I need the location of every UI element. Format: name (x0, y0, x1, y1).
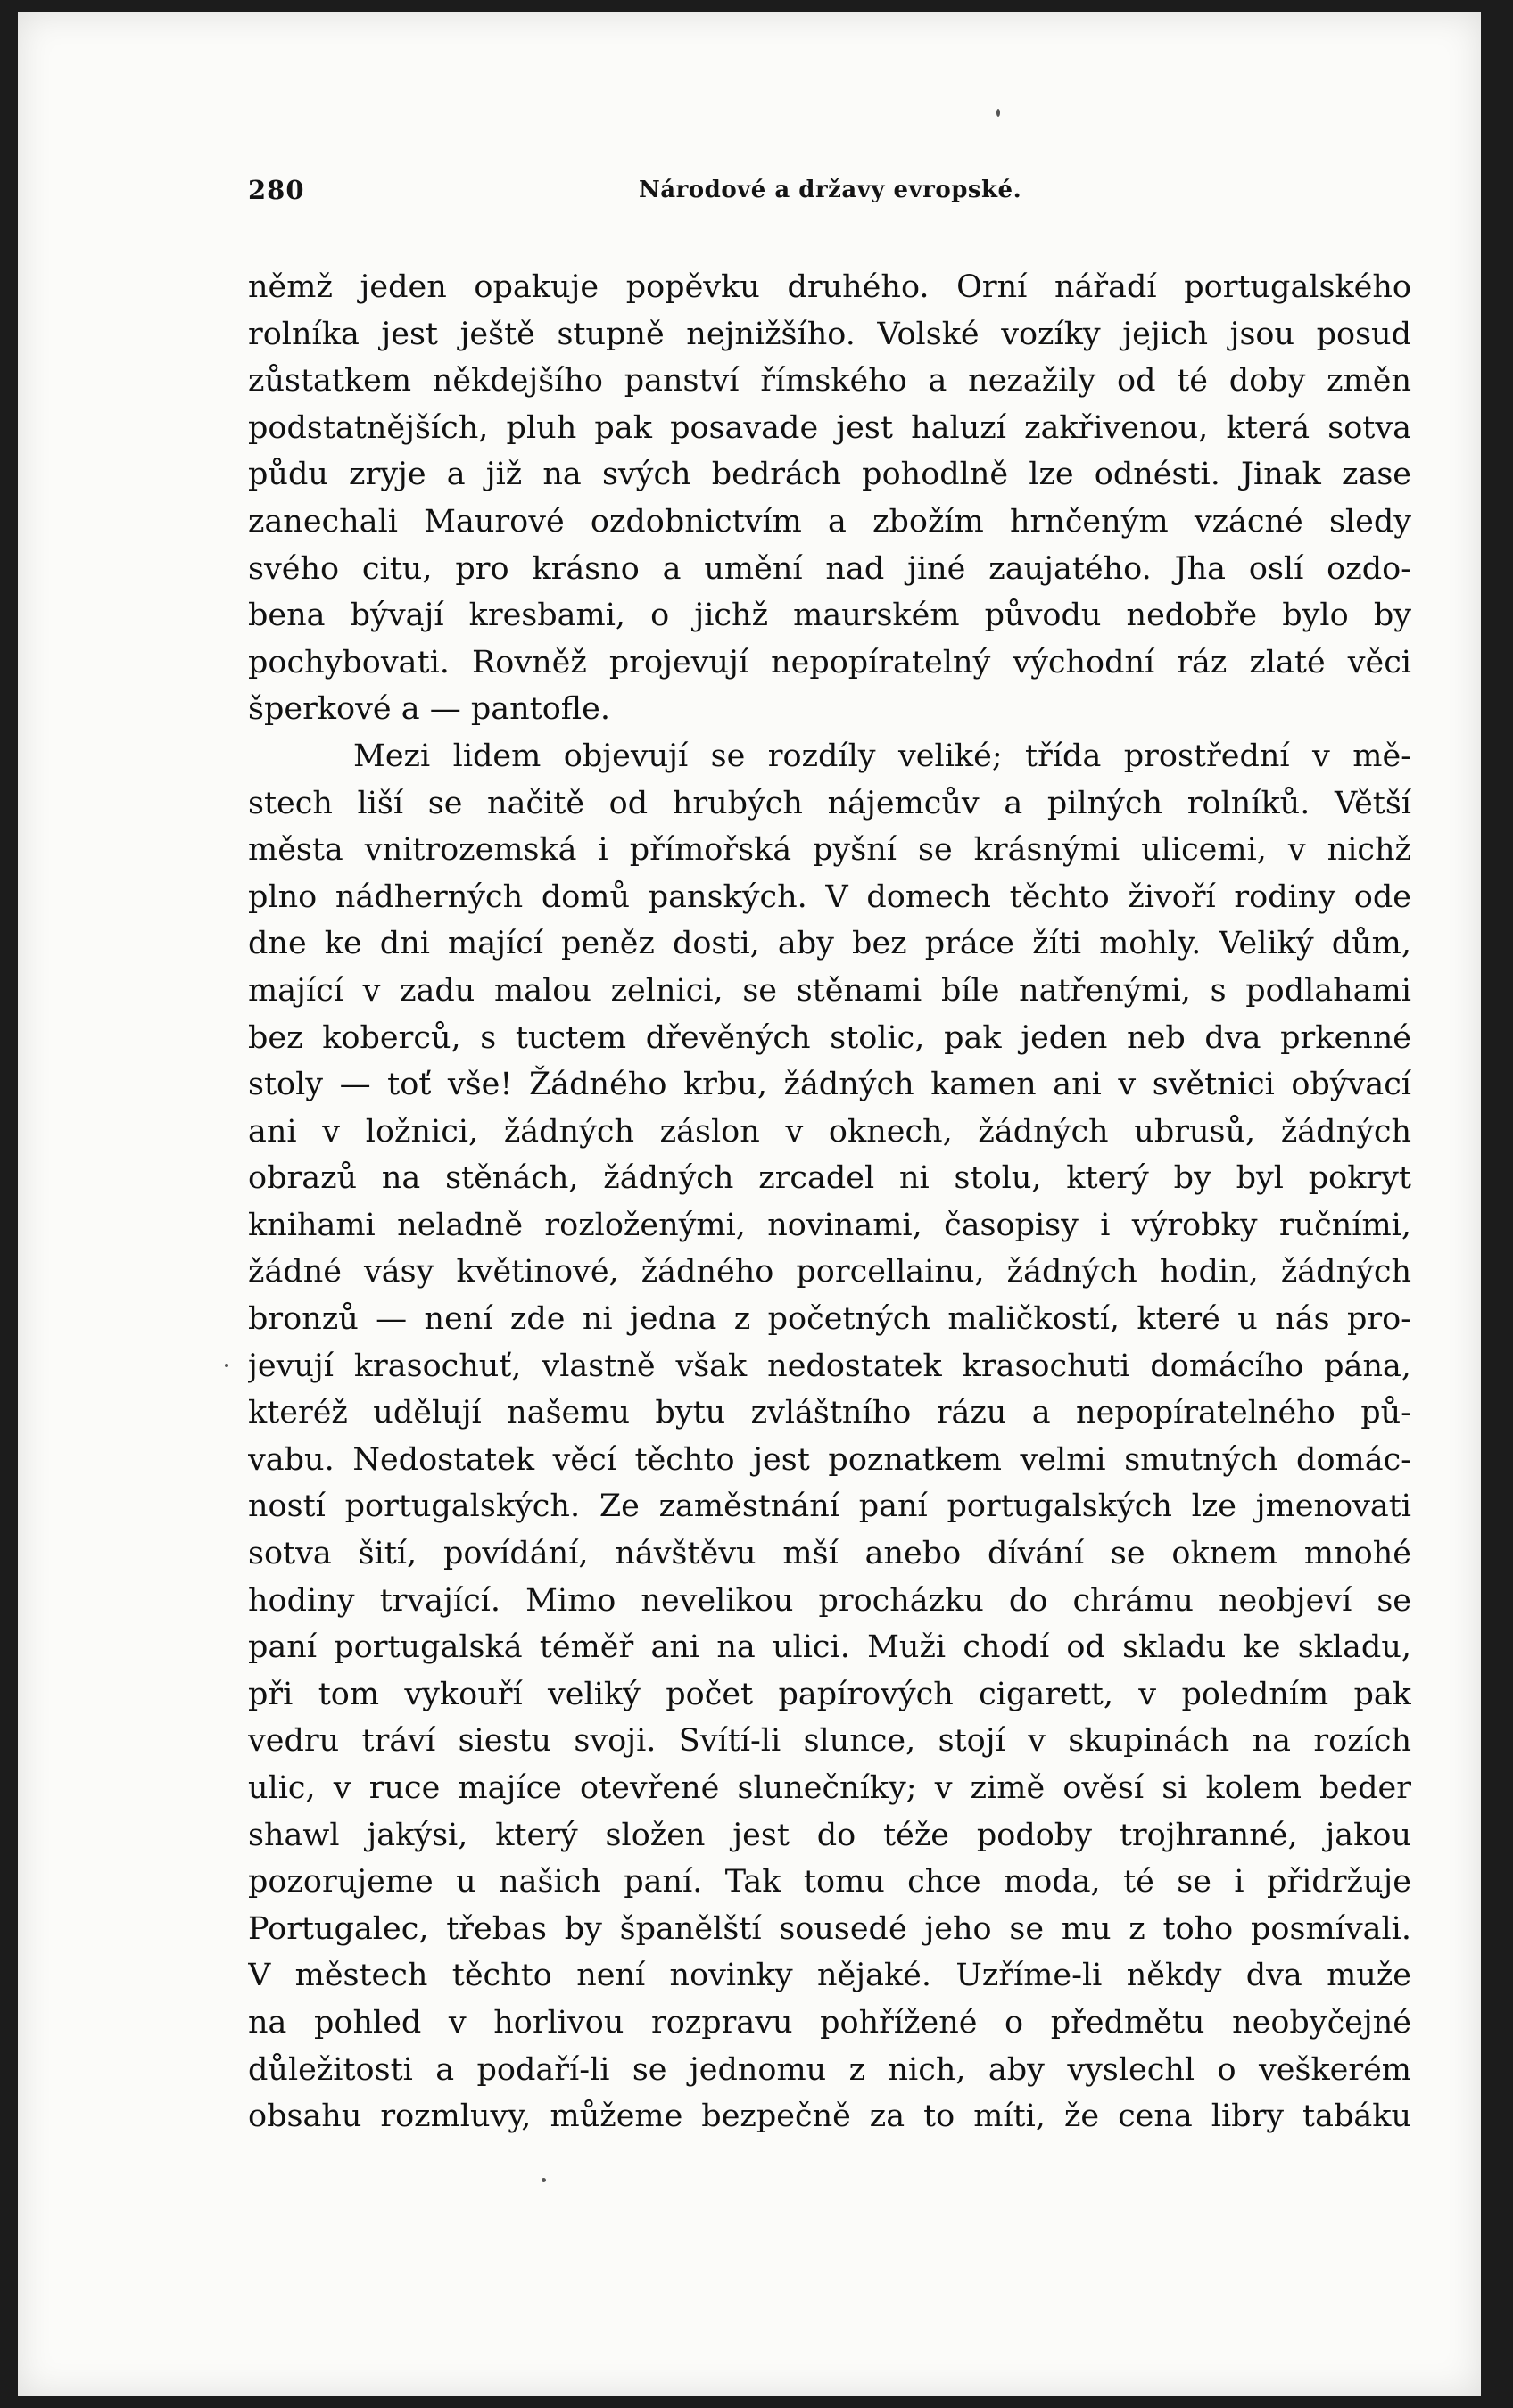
text-line: mající v zadu malou zelnici, se stěnami bíle natřenými, s podlahami (248, 972, 1411, 1009)
text-line: Portugalec, třebas by španělští sousedé jeho se mu z toho posmívali. (248, 1910, 1411, 1947)
text-line: rolníka jest ještě stupně nejnižšího. Volské vozíky jejich jsou posud (248, 316, 1411, 352)
text-line: shawl jakýsi, který složen jest do téže podoby trojhranné, jakou (248, 1817, 1411, 1853)
body-text (248, 264, 1411, 2140)
paper-speck (996, 109, 1000, 117)
text-line: města vnitrozemská i přímořská pyšní se krásnými ulicemi, v nichž (248, 832, 1411, 869)
page-number: 280 (248, 175, 305, 205)
text-line: němž jeden opakuje popěvku druhého. Orní nářadí portugalského (248, 269, 1411, 305)
running-title: Národové a državy evropské. (639, 177, 1022, 203)
text-line: ností portugalských. Ze zaměstnání paní portugalských lze jmenovati (248, 1489, 1411, 1525)
text-line: bez koberců, s tuctem dřevěných stolic, pak jeden neb dva prkenné (248, 1019, 1411, 1056)
text-line: ulic, v ruce majíce otevřené slunečníky; v zimě ověsí si kolem beder (248, 1770, 1411, 1806)
text-line: vabu. Nedostatek věcí těchto jest poznatkem velmi smutných domác- (248, 1441, 1411, 1478)
text-line: jevují krasochuť, vlastně však nedostatek krasochuti domácího pána, (248, 1348, 1411, 1384)
text-line: obsahu rozmluvy, můžeme bezpečně za to míti, že cena libry tabáku (248, 2099, 1411, 2135)
text-line: sotva šití, povídání, návštěvu mší anebo dívání se oknem mnohé (248, 1536, 1411, 1572)
paper-speck (542, 2178, 546, 2182)
paper-speck (225, 1364, 228, 1367)
text-line: na pohled v horlivou rozpravu pohřížené o předmětu neobyčejné (248, 2004, 1411, 2041)
paragraph-start-line: Mezi lidem objevují se rozdíly veliké; třída prostřední v mě- (353, 738, 1411, 774)
text-line: pochybovati. Rovněž projevují nepopíratelný východní ráz zlaté věci (248, 644, 1411, 680)
text-line: podstatnějších, pluh pak posavade jest haluzí zakřivenou, která sotva (248, 409, 1411, 446)
text-line: stoly — toť vše! Žádného krbu, žádných kamen ani v světnici obývací (248, 1067, 1411, 1103)
text-line: obrazů na stěnách, žádných zrcadel ni stolu, který by byl pokryt (248, 1160, 1411, 1197)
text-line: zanechali Maurové ozdobnictvím a zbožím hrnčeným vzácné sledy (248, 503, 1411, 540)
text-line: hodiny trvající. Mimo nevelikou procházku do chrámu neobjeví se (248, 1582, 1411, 1619)
text-line: bena bývají kresbami, o jichž maurském původu nedobře bylo by (248, 598, 1411, 634)
text-line: vedru tráví siestu svoji. Svítí-li slunce, stojí v skupinách na rozích (248, 1723, 1411, 1760)
text-line: zůstatkem někdejšího panství římského a nezažily od té doby změn (248, 363, 1411, 400)
text-line: paní portugalská téměř ani na ulici. Muži chodí od skladu ke skladu, (248, 1629, 1411, 1666)
text-line: žádné vásy květinové, žádného porcellainu, žádných hodin, žádných (248, 1254, 1411, 1291)
text-line: půdu zryje a již na svých bedrách pohodlně lze odnésti. Jinak zase (248, 457, 1411, 493)
text-line: knihami neladně rozloženými, novinami, časopisy i výrobky ručními, (248, 1207, 1411, 1243)
text-line: plno nádherných domů panských. V domech těchto živoří rodiny ode (248, 878, 1411, 915)
text-line: V městech těchto není novinky nějaké. Uzříme-li někdy dva muže (248, 1958, 1411, 1994)
text-line: kteréž udělují našemu bytu zvláštního rázu a nepopíratelného pů- (248, 1395, 1411, 1431)
text-line: bronzů — není zde ni jedna z početných maličkostí, které u nás pro- (248, 1301, 1411, 1338)
text-line: při tom vykouří veliký počet papírových cigarett, v poledním pak (248, 1676, 1411, 1712)
running-head (248, 175, 1411, 214)
text-line: důležitosti a podaří-li se jednomu z nich, aby vyslechl o veškerém (248, 2051, 1411, 2088)
text-line: šperkové a — pantofle. (248, 691, 610, 728)
text-line: dne ke dni mající peněz dosti, aby bez práce žíti mohly. Veliký dům, (248, 926, 1411, 962)
text-line: pozorujeme u našich paní. Tak tomu chce moda, té se i přidržuje (248, 1864, 1411, 1901)
text-line: stech liší se načitě od hrubých nájemcův a pilných rolníků. Větší (248, 785, 1411, 821)
text-line: svého citu, pro krásno a umění nad jiné zaujatého. Jha oslí ozdo- (248, 550, 1411, 587)
text-line: ani v ložnici, žádných záslon v oknech, žádných ubrusů, žádných (248, 1113, 1411, 1150)
